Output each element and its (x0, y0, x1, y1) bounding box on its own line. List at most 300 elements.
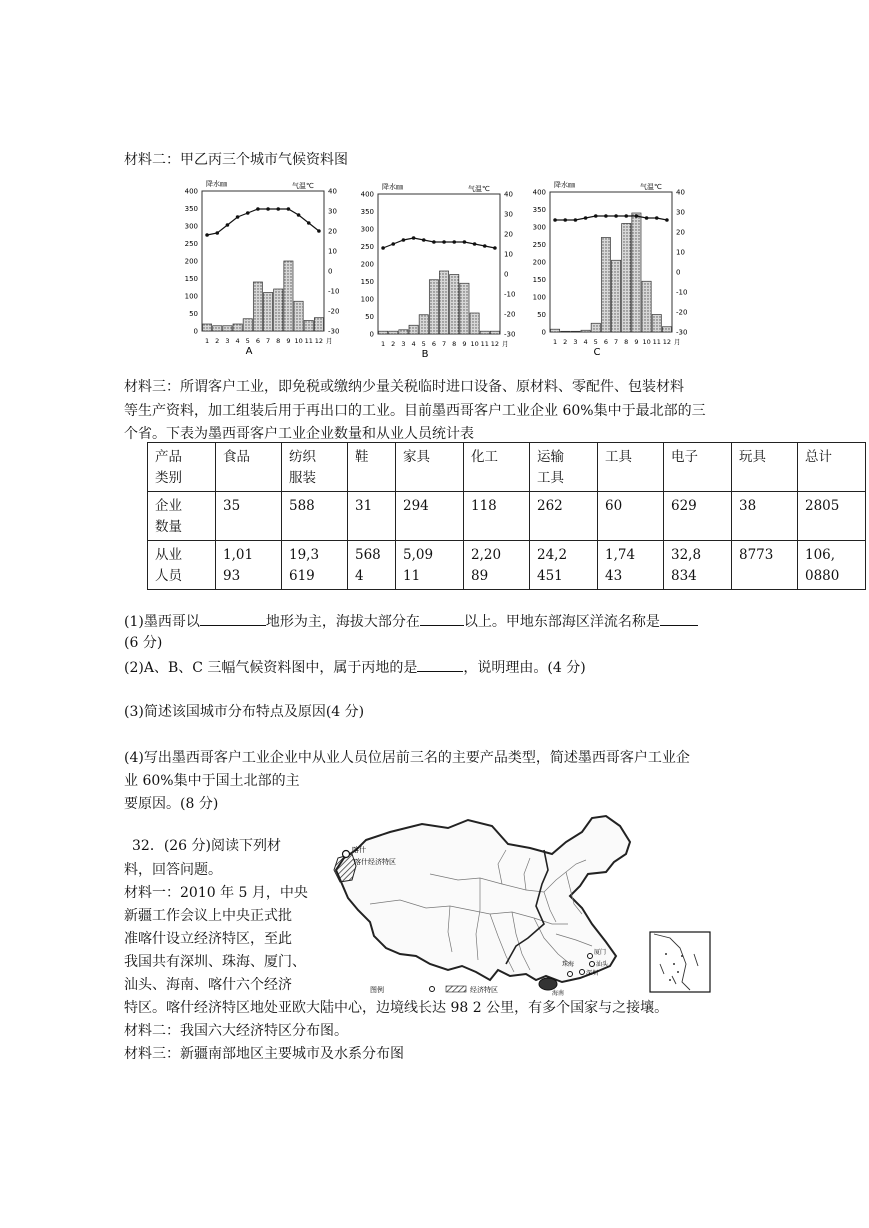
month-tick-label: 8 (624, 338, 629, 346)
table-cell-text: 262 (537, 498, 563, 514)
precip-bar (253, 282, 262, 331)
table-cell-text: 化工 (471, 449, 498, 465)
table-cell (396, 492, 464, 541)
precip-bar (460, 283, 469, 334)
precip-bar (399, 330, 408, 334)
precip-bar (480, 331, 489, 334)
question-2-text-b: ，说明理由。(4 分) (463, 660, 586, 676)
question-1-text-b: 地形为主，海拔大部分在 (265, 614, 420, 630)
shantou-dot (590, 962, 595, 967)
kashi-dot (343, 851, 350, 858)
table-cell (348, 492, 396, 541)
q32-line-5: 准喀什设立经济特区，至此 (124, 931, 292, 947)
month-tick-label: 11 (304, 337, 313, 345)
temperature-point (493, 246, 497, 250)
china-sez-map (330, 814, 730, 996)
precip-tick-label: 250 (184, 240, 198, 248)
table-row (148, 541, 866, 590)
temp-tick-label: 30 (504, 210, 513, 219)
temp-tick-label: -10 (504, 290, 516, 299)
temperature-point (655, 216, 659, 220)
south-china-sea-inset (650, 932, 710, 992)
precip-bar (314, 318, 323, 331)
temperature-point (276, 207, 280, 211)
temp-tick-label: 10 (328, 247, 337, 256)
temp-tick-label: -20 (504, 310, 516, 319)
month-tick-label: 4 (583, 338, 588, 346)
question-2 (124, 657, 586, 678)
table-cell (148, 492, 216, 541)
precip-bar (233, 324, 242, 331)
precip-bar (450, 275, 459, 335)
climate-chart-a-svg (176, 177, 344, 364)
table-cell-text: 工具 (537, 470, 564, 486)
month-tick-label: 12 (314, 337, 324, 345)
question-4-line-2: 业 60%集中于国土北部的主 (124, 773, 300, 789)
temperature-point (665, 218, 669, 222)
temperature-point (635, 214, 639, 218)
table-cell-text: 588 (289, 498, 315, 514)
temp-tick-label: 0 (676, 268, 681, 277)
temperature-point (645, 216, 649, 220)
precip-bar (652, 315, 661, 333)
precip-tick-label: 200 (532, 258, 546, 267)
table-cell-text: 834 (671, 568, 697, 584)
month-tick-label: 9 (462, 340, 467, 348)
question-1-text-a: (1)墨西哥以 (124, 614, 200, 630)
precip-tick-label: 400 (532, 188, 546, 197)
month-axis-label: 月 (326, 337, 333, 345)
q32-line-8: 特区。喀什经济特区地处亚欧大陆中心，边境线长达 98 2 公里，有多个国家与之接壤。 (124, 1000, 669, 1016)
temp-axis-label: 气温℃ (468, 185, 490, 193)
temp-tick-label: 20 (504, 230, 513, 239)
temperature-point (422, 238, 426, 242)
precip-bar (591, 323, 600, 332)
table-cell-text: 568 (355, 547, 381, 563)
table-cell (348, 541, 396, 590)
kashi-zone-label: 喀什经济特区 (354, 858, 396, 866)
climate-chart-a (176, 177, 344, 364)
table-cell (396, 541, 464, 590)
precip-tick-label: 200 (360, 260, 374, 269)
precip-bar (632, 213, 641, 332)
precip-bar (264, 293, 273, 332)
month-axis-label: 月 (674, 338, 681, 346)
material3-line-1: 材料三：所谓客户工业，即免税或缴纳少量关税临时进口设备、原材料、零配件、包装材料 (124, 379, 684, 395)
table-cell (798, 541, 866, 590)
temperature-point (574, 218, 578, 222)
table-cell (148, 541, 216, 590)
precip-bar (379, 331, 388, 334)
table-header-cell (396, 443, 464, 492)
table-cell-text: 从业 (155, 547, 182, 563)
china-map-svg (330, 814, 730, 996)
month-tick-label: 10 (470, 340, 479, 348)
climate-chart-c-svg (524, 178, 692, 363)
precip-axis-label: 降水㎜ (554, 181, 575, 189)
table-row (148, 492, 866, 541)
q32-line-4: 新疆工作会议上中央正式批 (124, 908, 292, 924)
table-cell (216, 541, 282, 590)
precip-tick-label: 100 (184, 292, 198, 301)
precip-bar (581, 330, 590, 332)
temp-tick-label: 10 (676, 248, 685, 257)
precip-bar (304, 321, 313, 332)
table-cell-text: 118 (471, 498, 497, 514)
precip-tick-label: 300 (360, 225, 374, 234)
table-cell (732, 492, 798, 541)
precip-tick-label: 250 (532, 241, 546, 249)
answer-blank-2[interactable] (420, 611, 464, 626)
temp-tick-label: -30 (504, 330, 516, 339)
table-cell-text: 产品 (155, 449, 182, 465)
temp-tick-label: 30 (328, 207, 337, 216)
climate-chart-b-svg (352, 180, 520, 363)
temp-tick-label: -20 (676, 308, 688, 317)
precip-bar (243, 319, 252, 331)
table-header-cell (348, 443, 396, 492)
temp-tick-label: 20 (328, 227, 337, 236)
table-cell-text: 工具 (605, 449, 632, 465)
precip-tick-label: 350 (184, 205, 198, 213)
temperature-line (383, 238, 495, 248)
table-cell-text: 89 (471, 568, 489, 584)
month-tick-label: 9 (634, 338, 639, 346)
table-cell-text: 106, (805, 547, 836, 563)
temp-tick-label: -10 (676, 288, 688, 297)
question-1-score: (6 分) (124, 635, 163, 651)
table-cell-text: 43 (605, 568, 623, 584)
table-cell-text: 451 (537, 568, 563, 584)
temperature-point (266, 207, 270, 211)
precip-tick-label: 350 (532, 206, 546, 214)
precip-tick-label: 0 (369, 330, 374, 339)
precip-bar (470, 313, 479, 334)
precip-tick-label: 150 (184, 275, 198, 283)
material3-line-2: 等生产资料，加工组装后用于再出口的工业。目前墨西哥客户工业企业 60%集中于最北部的三 (124, 403, 706, 419)
temp-tick-label: 10 (504, 250, 513, 259)
month-tick-label: 6 (603, 338, 608, 346)
temp-axis-label: 气温℃ (640, 183, 662, 191)
table-cell-text: 类别 (155, 470, 182, 486)
q32-line-1: 32．(26 分)阅读下列材 (132, 838, 282, 854)
temperature-point (236, 215, 240, 219)
month-axis-label: 月 (502, 340, 509, 348)
kashi-label: 喀什 (352, 846, 366, 854)
table-cell (664, 492, 732, 541)
precip-bar (490, 331, 499, 334)
temperature-line (207, 209, 319, 235)
month-tick-label: 4 (235, 337, 240, 345)
temp-tick-label: 30 (676, 208, 685, 217)
temperature-point (442, 240, 446, 244)
table-cell-text: 93 (223, 568, 241, 584)
month-tick-label: 1 (205, 337, 210, 345)
precip-axis-label: 降水㎜ (382, 183, 403, 191)
table-cell (732, 541, 798, 590)
table-header-cell (282, 443, 348, 492)
table-header-cell (664, 443, 732, 492)
table-cell-text: 1,74 (605, 547, 636, 563)
month-tick-label: 5 (421, 340, 426, 348)
table-cell-text: 38 (739, 498, 757, 514)
precip-bar (419, 315, 428, 334)
question-1-text-c: 以上。甲地东部海区洋流名称是 (463, 614, 660, 630)
temperature-point (563, 218, 567, 222)
month-tick-label: 10 (642, 338, 651, 346)
temp-tick-label: 40 (504, 190, 513, 199)
precip-tick-label: 150 (532, 276, 546, 284)
table-header-cell (530, 443, 598, 492)
q32-material-2: 材料二：我国六大经济特区分布图。 (124, 1023, 348, 1039)
table-cell-text: 鞋 (355, 449, 369, 465)
temp-tick-label: -30 (328, 327, 340, 336)
climate-chart-c (524, 178, 692, 363)
table-cell-text: 60 (605, 498, 623, 514)
table-cell-text: 619 (289, 568, 315, 584)
table-cell (530, 492, 598, 541)
precip-bar (571, 331, 580, 332)
precip-bar (409, 325, 418, 334)
temperature-point (246, 211, 250, 215)
table-cell (798, 492, 866, 541)
temperature-point (256, 207, 260, 211)
legend-zone-label: 经济特区 (470, 986, 498, 994)
precip-axis-label: 降水㎜ (206, 180, 227, 188)
precip-bar (440, 271, 449, 334)
temp-tick-label: 40 (328, 187, 337, 196)
table-header-cell (148, 443, 216, 492)
precip-bar (223, 326, 232, 331)
question-4-line-3: 要原因。(8 分) (124, 796, 219, 812)
precip-tick-label: 0 (541, 328, 546, 337)
material2-title: 材料二：甲乙丙三个城市气候资料图 (124, 152, 348, 168)
month-tick-label: 2 (215, 337, 220, 345)
question-2-text-a: (2)A、B、C 三幅气候资料图中，属于丙地的是 (124, 660, 418, 676)
shenzhen-dot (580, 970, 585, 975)
material3-line-3: 个省。下表为墨西哥客户工业企业数量和从业人员统计表 (124, 426, 474, 442)
table-header-cell (798, 443, 866, 492)
legend-label: 图例 (370, 986, 384, 994)
q32-line-3: 材料一：2010 年 5 月，中央 (124, 885, 308, 901)
month-tick-label: 5 (593, 338, 598, 346)
precip-tick-label: 50 (365, 313, 374, 321)
table-header-cell (732, 443, 798, 492)
table-header-cell (216, 443, 282, 492)
zhuhai-label: 珠海 (562, 961, 575, 968)
temperature-point (297, 213, 301, 217)
precip-tick-label: 200 (184, 257, 198, 266)
temp-tick-label: -20 (328, 307, 340, 316)
temperature-point (215, 231, 219, 235)
precip-tick-label: 250 (360, 243, 374, 251)
plot-frame (378, 194, 500, 334)
chart-letter-label: A (245, 346, 253, 357)
precip-tick-label: 150 (360, 278, 374, 286)
temperature-point (205, 233, 209, 237)
legend-zone-swatch (446, 986, 466, 992)
temperature-point (381, 246, 385, 250)
q32-line-2: 料，回答问题。 (124, 862, 222, 878)
month-tick-label: 3 (401, 340, 406, 348)
table-cell-text: 294 (403, 498, 429, 514)
temperature-point (483, 244, 487, 248)
month-tick-label: 1 (553, 338, 558, 346)
precip-tick-label: 100 (360, 295, 374, 304)
month-tick-label: 7 (442, 340, 447, 348)
temperature-point (317, 229, 321, 233)
table-cell (598, 541, 664, 590)
month-tick-label: 12 (490, 340, 500, 348)
table-cell-text: 数量 (155, 519, 182, 535)
q32-line-7: 汕头、海南、喀什六个经济 (124, 977, 292, 993)
statistics-table (147, 442, 866, 590)
table-cell-text: 家具 (403, 449, 430, 465)
zhuhai-dot (568, 972, 573, 977)
precip-bar (612, 260, 621, 332)
temperature-point (226, 223, 230, 227)
q32-line-6: 我国共有深圳、珠海、厦门、 (124, 954, 306, 970)
table-cell-text: 24,2 (537, 547, 568, 563)
precip-bar (622, 224, 631, 333)
xiamen-label: 厦门 (594, 949, 607, 956)
precip-tick-label: 300 (532, 223, 546, 232)
month-tick-label: 6 (431, 340, 436, 348)
temperature-point (391, 242, 395, 246)
month-tick-label: 4 (411, 340, 416, 348)
temp-tick-label: 0 (504, 270, 509, 279)
china-outline (336, 816, 630, 982)
precip-tick-label: 50 (537, 311, 546, 319)
temp-axis-label: 气温℃ (292, 182, 314, 190)
chart-letter-label: C (593, 347, 601, 358)
temperature-point (584, 216, 588, 220)
precip-tick-label: 400 (360, 190, 374, 199)
plot-frame (202, 191, 324, 331)
table-cell-text: 人员 (155, 568, 182, 584)
month-tick-label: 8 (452, 340, 457, 348)
precip-bar (429, 280, 438, 334)
month-tick-label: 2 (391, 340, 396, 348)
table-header-cell (464, 443, 530, 492)
legend-city-dot (430, 987, 435, 992)
temperature-point (553, 218, 557, 222)
precip-tick-label: 300 (184, 222, 198, 231)
precip-tick-label: 50 (189, 310, 198, 318)
xiamen-dot (588, 954, 593, 959)
answer-blank-3[interactable] (660, 611, 698, 626)
table-cell-text: 纺织 (289, 449, 316, 465)
question-3: (3)简述该国城市分布特点及原因(4 分) (124, 704, 365, 720)
temp-tick-label: -10 (328, 287, 340, 296)
precip-bar (642, 281, 651, 332)
precip-bar (203, 324, 212, 331)
table-cell-text: 电子 (671, 449, 698, 465)
table-cell (282, 541, 348, 590)
q32-material-3: 材料三：新疆南部地区主要城市及水系分布图 (124, 1046, 404, 1062)
hainan-label: 海南 (552, 990, 565, 996)
table-header-cell (598, 443, 664, 492)
hainan-island (539, 978, 557, 990)
plot-frame (550, 192, 672, 332)
month-tick-label: 3 (573, 338, 578, 346)
temperature-point (473, 242, 477, 246)
precip-tick-label: 400 (184, 187, 198, 196)
precip-bar (274, 289, 283, 331)
shantou-label: 汕头 (596, 961, 609, 968)
precip-bar (213, 326, 222, 331)
temp-tick-label: -30 (676, 328, 688, 337)
month-tick-label: 3 (225, 337, 230, 345)
question-1 (124, 611, 698, 632)
precip-bar (284, 261, 293, 331)
table-cell-text: 0880 (805, 568, 840, 584)
table-cell-text: 31 (355, 498, 373, 514)
table-cell-text: 2,20 (471, 547, 502, 563)
chart-letter-label: B (421, 349, 429, 360)
table-cell-text: 32,8 (671, 547, 702, 563)
table-cell-text: 食品 (223, 449, 250, 465)
temperature-point (594, 214, 598, 218)
table-cell-text: 总计 (805, 449, 832, 465)
question-4-line-1: (4)写出墨西哥客户工业企业中从业人员位居前三名的主要产品类型，简述墨西哥客户工业企 (124, 750, 690, 766)
month-tick-label: 11 (652, 338, 661, 346)
month-tick-label: 6 (255, 337, 260, 345)
temp-tick-label: 40 (676, 188, 685, 197)
month-tick-label: 2 (563, 338, 568, 346)
precip-bar (561, 331, 570, 332)
month-tick-label: 5 (245, 337, 250, 345)
month-tick-label: 8 (276, 337, 281, 345)
climate-chart-b (352, 180, 520, 363)
table-cell-text: 服装 (289, 470, 316, 486)
month-tick-label: 7 (614, 338, 619, 346)
table-cell (216, 492, 282, 541)
table-cell (464, 492, 530, 541)
table-cell (664, 541, 732, 590)
temperature-line (555, 216, 667, 220)
table-cell-text: 1,01 (223, 547, 254, 563)
temperature-point (307, 221, 311, 225)
table-cell-text: 11 (403, 568, 421, 584)
temperature-point (614, 214, 618, 218)
shenzhen-label: 深圳 (586, 970, 599, 977)
temp-tick-label: 0 (328, 267, 333, 276)
month-tick-label: 7 (266, 337, 271, 345)
precip-bar (601, 238, 610, 333)
table-cell-text: 35 (223, 498, 241, 514)
table-cell (464, 541, 530, 590)
precip-bar (294, 301, 303, 331)
precip-tick-label: 350 (360, 208, 374, 216)
precip-bar (551, 329, 560, 332)
temperature-point (604, 214, 608, 218)
table-cell-text: 4 (355, 568, 364, 584)
table-cell-text: 2805 (805, 498, 840, 514)
temperature-point (402, 238, 406, 242)
answer-blank-4[interactable] (417, 657, 463, 672)
precip-tick-label: 0 (193, 327, 198, 336)
month-tick-label: 12 (662, 338, 672, 346)
kashi-zone-hatch (334, 854, 356, 882)
month-tick-label: 11 (480, 340, 489, 348)
table-cell-text: 运输 (537, 449, 564, 465)
temp-tick-label: 20 (676, 228, 685, 237)
table-cell (530, 541, 598, 590)
precip-bar (662, 327, 671, 332)
table-cell-text: 企业 (155, 498, 182, 514)
answer-blank-1[interactable] (200, 611, 266, 626)
